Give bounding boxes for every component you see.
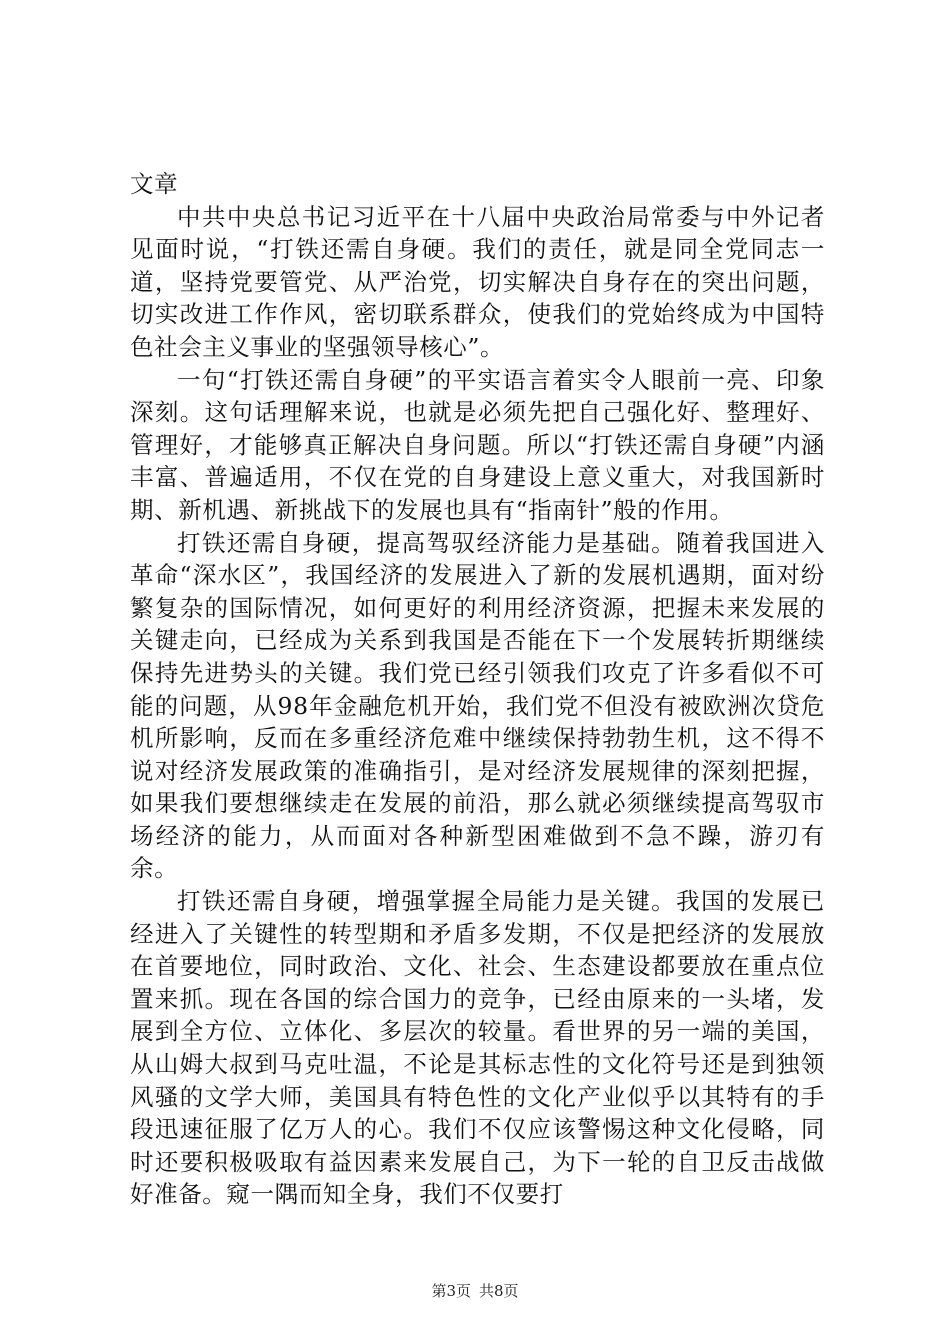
page-total: 共8页 [479,1282,519,1300]
paragraph-4: 打铁还需自身硬，增强掌握全局能力是关键。我国的发展已经进入了关键性的转型期和矛盾多发期，不仅是把经济的发展放在首要地位，同时政治、文化、社会、生态建设都要放在重点位置来抓。现在各国的综合国力的竞争，已经由原来的一头堵，发展到全方位、立体化、多层次的较量。看世界的另一端的美国，从山姆大叔到马克吐温，不论是其标志性的文化符号还是到独领风骚的文学大师，美国具有特色性的文化产业似乎以其特有的手段迅速征服了亿万人的心。我们不仅应该警惕这种文化侵略，同时还要积极吸取有益因素来发展自己，为下一轮的自卫反击战做好准备。窥一隅而知全身，我们不仅要打 [130,887,825,1209]
document-body [130,168,825,1211]
section-heading: 文章 [130,170,179,198]
page-number: 第3页 [431,1282,471,1300]
paragraph-3: 打铁还需自身硬，提高驾驭经济能力是基础。随着我国进入革命“深水区”，我国经济的发展进入了新的发展机遇期，面对纷繁复杂的国际情况，如何更好的利用经济资源，把握未来发展的关键走向，已经成为关系到我国是否能在下一个发展转折期继续保持先进势头的关键。我们党已经引领我们攻克了许多看似不可能的问题，从98年金融危机开始，我们党不但没有被欧洲次贷危机所影响，反而在多重经济危难中继续保持勃勃生机，这不得不说对经济发展政策的准确指引，是对经济发展规律的深刻把握，如果我们要想继续走在发展的前沿，那么就必须继续提高驾驭市场经济的能力，从而面对各种新型困难做到不急不躁，游刃有余。 [130,528,825,883]
paragraph-1: 中共中央总书记习近平在十八届中央政治局常委与中外记者见面时说，“打铁还需自身硬。我们的责任，就是同全党同志一道，坚持党要管党、从严治党，切实解决自身存在的突出问题，切实改进工作作风，密切联系群众，使我们的党始终成为中国特色社会主义事业的坚强领导核心”。 [130,202,825,361]
paragraph-2: 一句“打铁还需自身硬”的平实语言着实令人眼前一亮、印象深刻。这句话理解来说，也就是必须先把自己强化好、整理好、管理好，才能够真正解决自身问题。所以“打铁还需自身硬”内涵丰富、普遍适用，不仅在党的自身建设上意义重大，对我国新时期、新机遇、新挑战下的发展也具有“指南针”般的作用。 [130,365,825,524]
page-footer [0,1280,950,1301]
